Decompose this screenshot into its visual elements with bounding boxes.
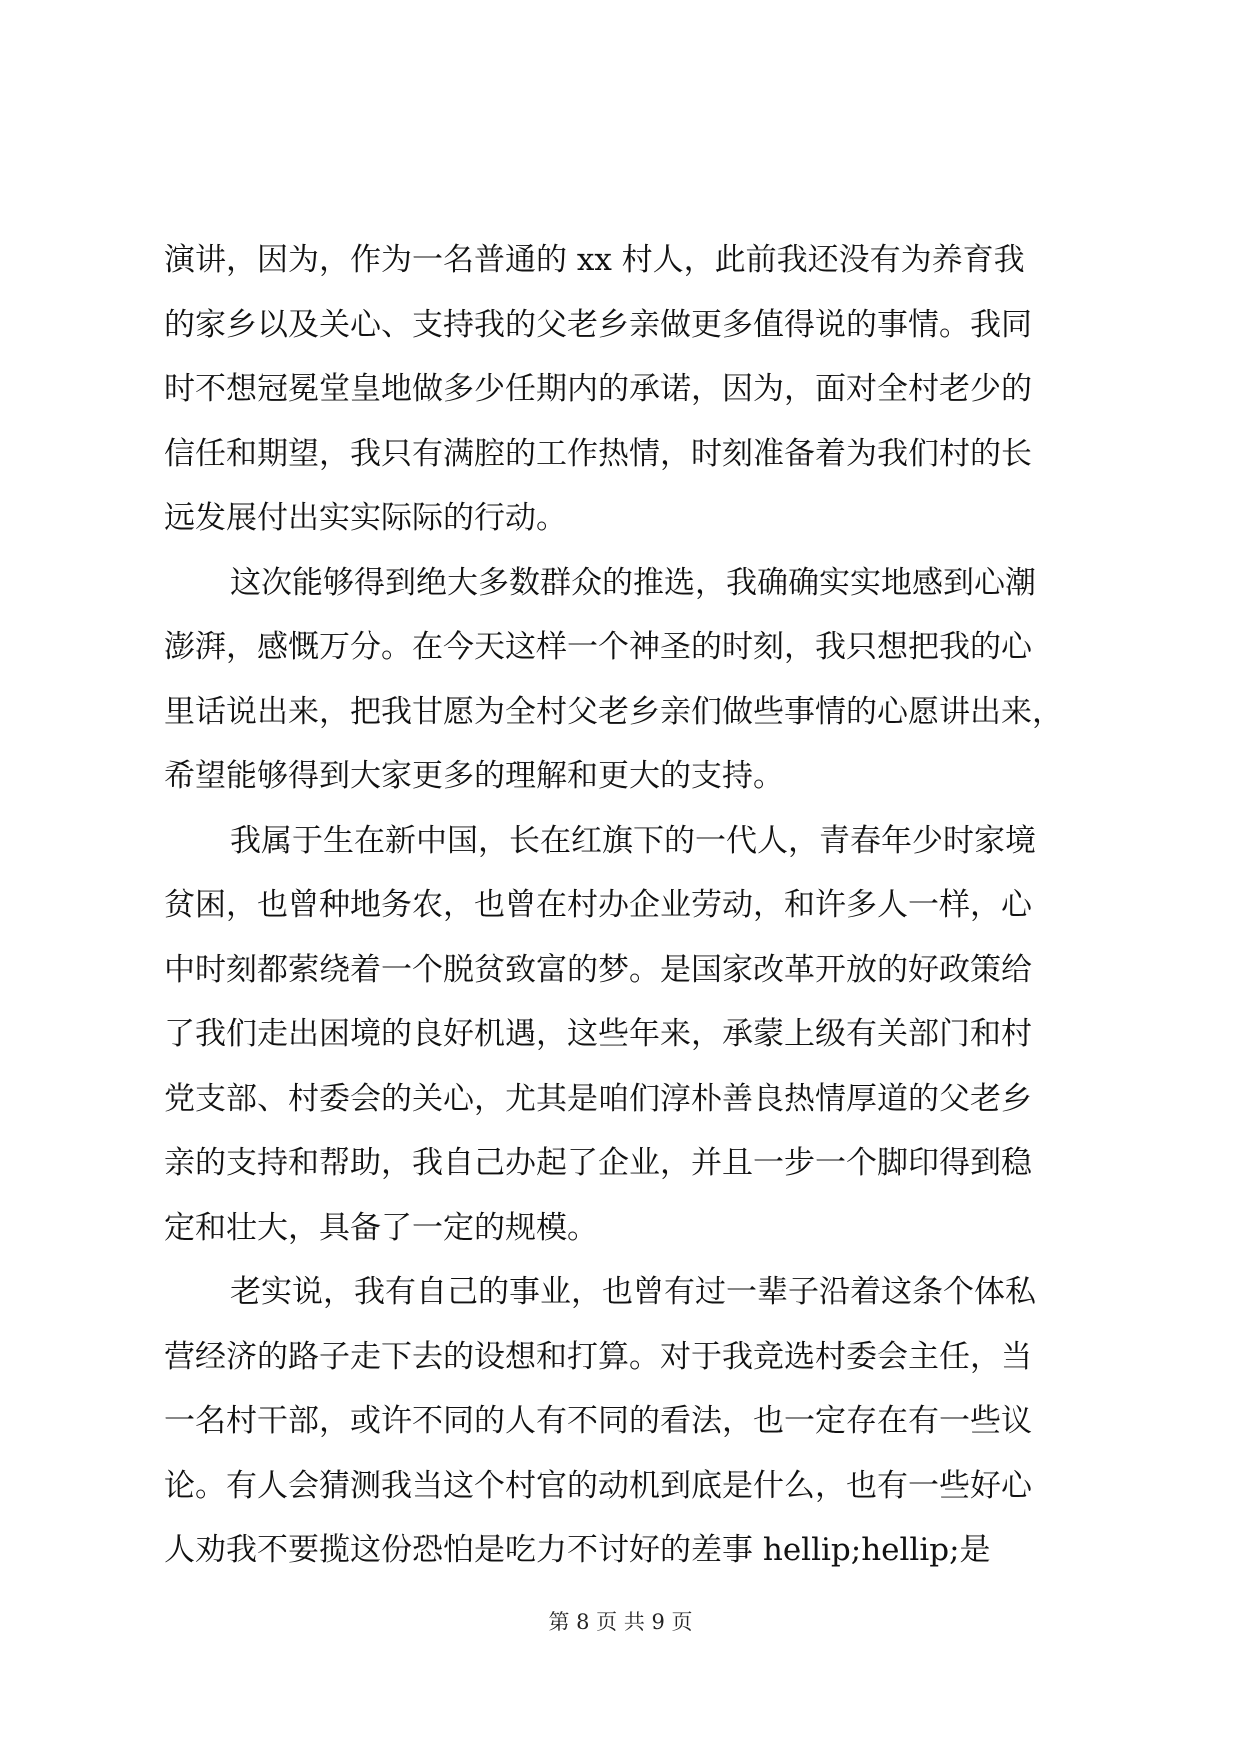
text-line: 的家乡以及关心、支持我的父老乡亲做更多值得说的事情。我同	[164, 306, 1032, 343]
text-line: 定和壮大，具备了一定的规模。	[164, 1209, 598, 1246]
text-line: 一名村干部，或许不同的人有不同的看法，也一定存在有一些议	[164, 1403, 1032, 1439]
text-line: 亲的支持和帮助，我自己办起了企业，并且一步一个脚印得到稳	[164, 1145, 1032, 1181]
text-line: 中时刻都萦绕着一个脱贫致富的梦。是国家改革开放的好政策给	[164, 951, 1032, 988]
text-line: 了我们走出困境的良好机遇，这些年来，承蒙上级有关部门和村	[164, 1016, 1032, 1052]
page-number-footer: 第 8 页 共 9 页	[548, 1610, 693, 1634]
text-line: 营经济的路子走下去的设想和打算。对于我竞选村委会主任，当	[164, 1338, 1032, 1375]
text-line: 远发展付出实实际际的行动。	[164, 500, 567, 536]
text-line-paragraph-start: 老实说，我有自己的事业，也曾有过一辈子沿着这条个体私	[230, 1274, 1036, 1310]
text-line: 里话说出来，把我甘愿为全村父老乡亲们做些事情的心愿讲出来，	[164, 693, 1063, 730]
text-line: 论。有人会猜测我当这个村官的动机到底是什么，也有一些好心	[164, 1467, 1032, 1504]
document-body	[164, 228, 1084, 1583]
text-line: 澎湃，感慨万分。在今天这样一个神圣的时刻，我只想把我的心	[164, 629, 1032, 665]
text-line: 演讲，因为，作为一名普通的 xx 村人，此前我还没有为养育我	[164, 242, 1025, 278]
text-line-paragraph-start: 这次能够得到绝大多数群众的推选，我确确实实地感到心潮	[230, 564, 1036, 601]
text-line: 时不想冠冕堂皇地做多少任期内的承诺，因为，面对全村老少的	[164, 371, 1032, 407]
text-line: 党支部、村委会的关心，尤其是咱们淳朴善良热情厚道的父老乡	[164, 1080, 1032, 1117]
text-line: 信任和期望，我只有满腔的工作热情，时刻准备着为我们村的长	[164, 435, 1032, 472]
text-line: 人劝我不要揽这份恐怕是吃力不讨好的差事 hellip;hellip;是	[164, 1532, 991, 1568]
text-line-paragraph-start: 我属于生在新中国，长在红旗下的一代人，青春年少时家境	[230, 822, 1036, 859]
text-line: 希望能够得到大家更多的理解和更大的支持。	[164, 758, 784, 794]
text-line: 贫困，也曾种地务农，也曾在村办企业劳动，和许多人一样，心	[164, 887, 1032, 923]
